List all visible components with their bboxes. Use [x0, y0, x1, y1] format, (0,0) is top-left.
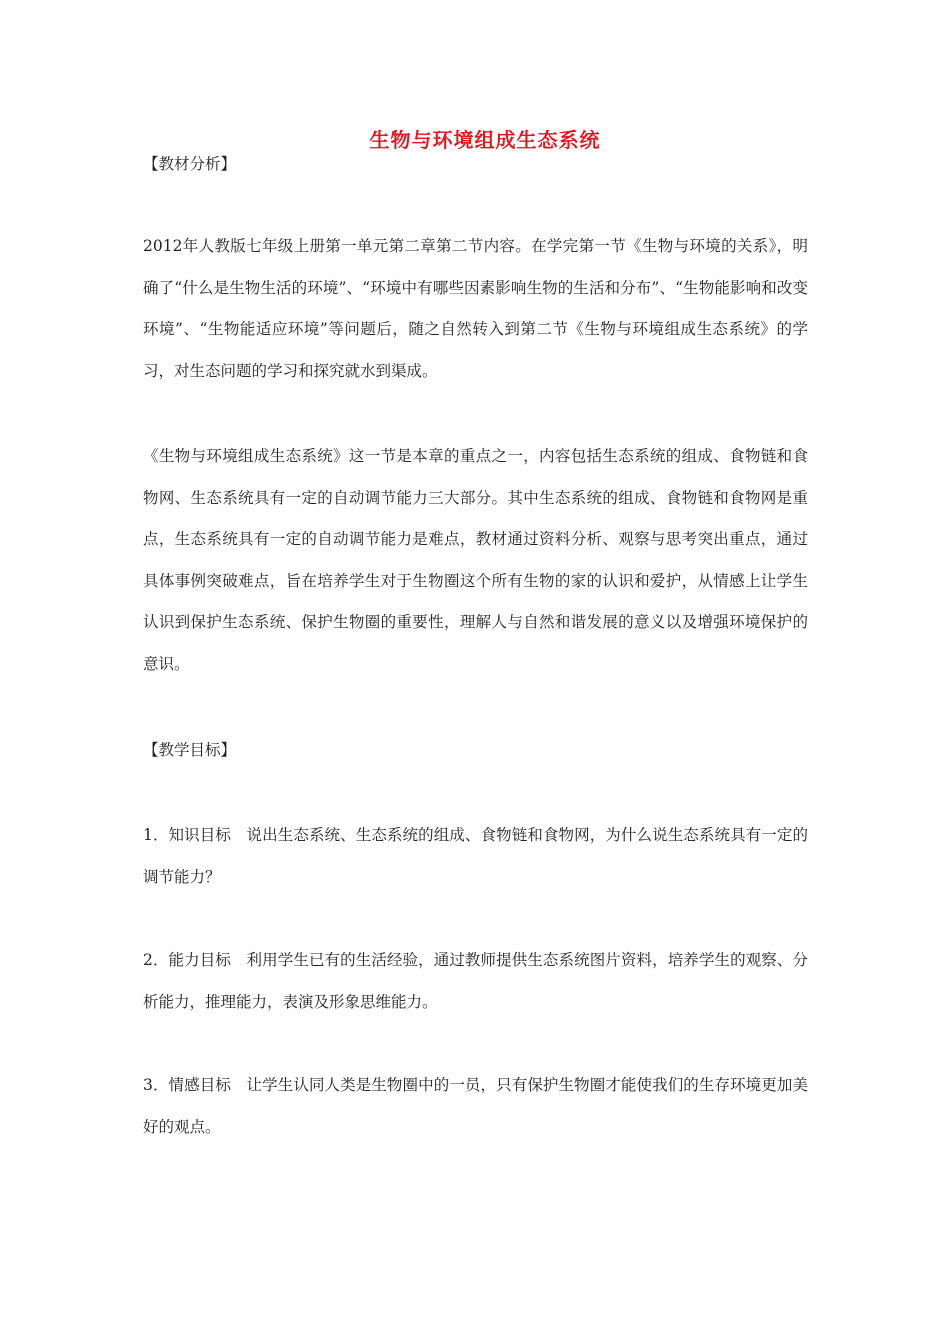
paragraph-intro: 2012年人教版七年级上册第一单元第二章第二节内容。在学完第一节《生物与环境的关系》，明确了“什么是生物生活的环境”、“环境中有哪些因素影响生物的生活和分布”、“生物能影响和改变环境”、“生物能适应环境”等问题后，随之自然转入到第二节《生物与环境组成生态系统》的学习，对生态问题的学习和探究就水到渠成。	[143, 237, 808, 380]
goal-emotion: 3．情感目标 让学生认同人类是生物圈中的一员，只有保护生物圈才能使我们的生存环境更加美好的观点。	[143, 1076, 808, 1136]
paragraph-overview: 《生物与环境组成生态系统》这一节是本章的重点之一，内容包括生态系统的组成、食物链和食物网、生态系统具有一定的自动调节能力三大部分。其中生态系统的组成、食物链和食物网是重点，生态系统具有一定的自动调节能力是难点，教材通过资料分析、观察与思考突出重点，通过具体事例突破难点，旨在培养学生对于生物圈这个所有生物的家的认识和爱护，从情感上让学生认识到保护生态系统、保护生物圈的重要性，理解人与自然和谐发展的意义以及增强环境保护的意识。	[143, 447, 808, 673]
goal-knowledge: 1．知识目标 说出生态系统、生态系统的组成、食物链和食物网，为什么说生态系统具有一定的调节能力？	[143, 826, 808, 886]
section-heading-teaching-goals: 【教学目标】	[143, 741, 237, 759]
document-title: 生物与环境组成生态系统	[369, 128, 601, 152]
section-heading-textbook-analysis: 【教材分析】	[143, 155, 237, 173]
goal-ability: 2．能力目标 利用学生已有的生活经验，通过教师提供生态系统图片资料，培养学生的观察、分析能力，推理能力，表演及形象思维能力。	[143, 951, 808, 1011]
